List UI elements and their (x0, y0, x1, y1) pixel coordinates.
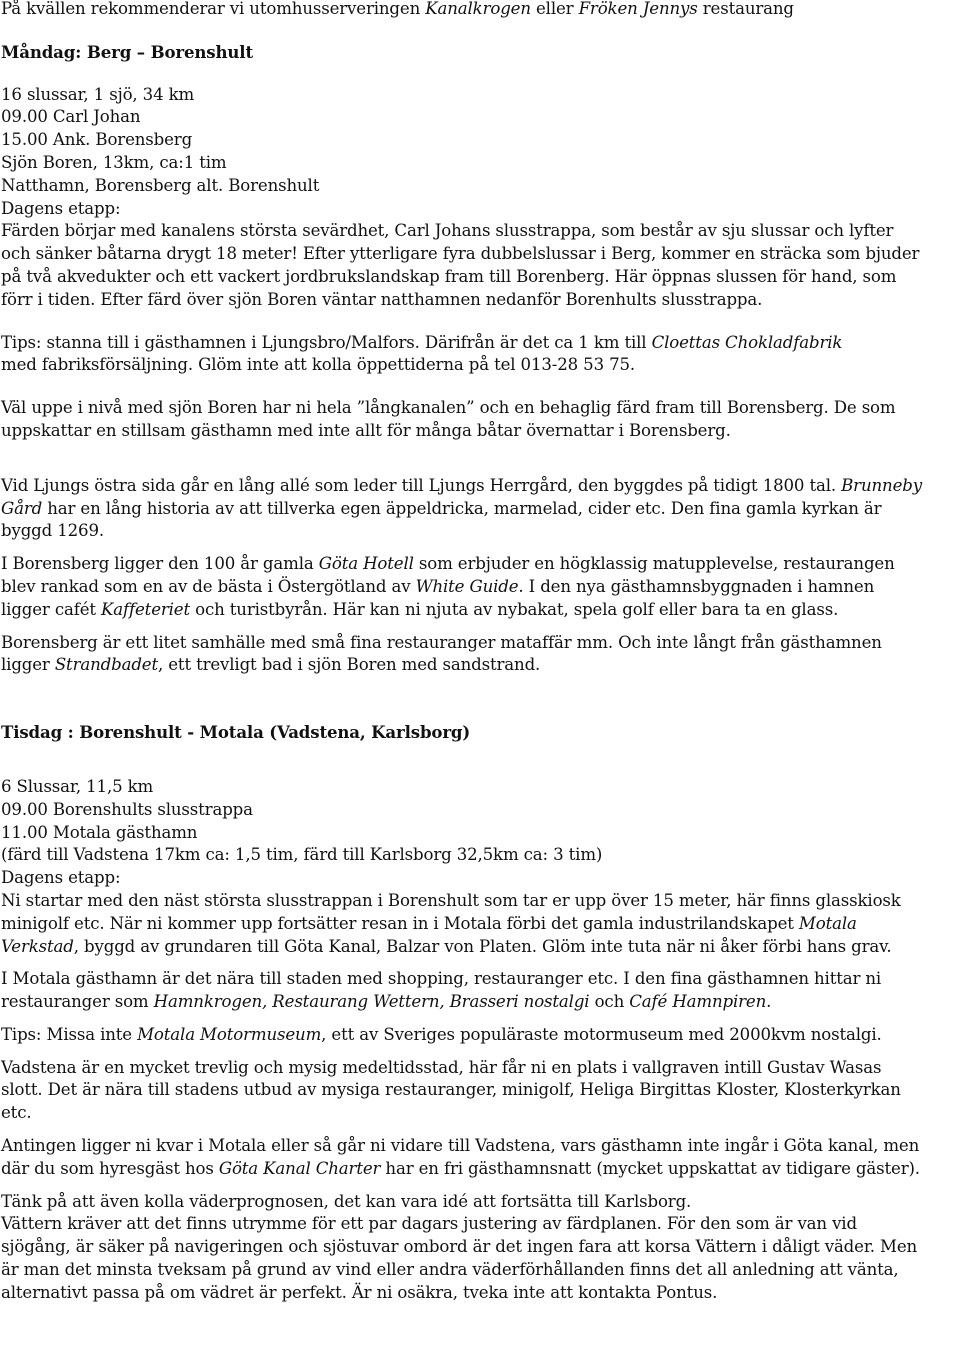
intro-text-2: eller (530, 0, 579, 18)
tuesday-fact: 11.00 Motala gästhamn (1, 822, 198, 842)
monday-fact: 09.00 Carl Johan (1, 107, 141, 127)
tuesday-heading: Tisdag : Borenshult - Motala (Vadstena, Karlsborg) (1, 722, 471, 743)
tuesday-fact: 09.00 Borenshults slusstrappa (1, 799, 253, 819)
town-strandbadet: Strandbadet (54, 655, 158, 675)
monday-ljungs-cont (1, 498, 957, 521)
hotel-gota-hotell: Göta Hotell (318, 554, 414, 574)
tuesday-stage-line-2 (1, 913, 957, 936)
monday-fact: Natthamn, Borensberg alt. Borenshult (1, 175, 320, 195)
intro-kanalkrogen: Kanalkrogen (425, 0, 531, 18)
tuesday-vadstena-line: Vadstena är en mycket trevlig och mysig medeltidsstad, här får ni en plats i vallgraven intill Gustav Wasas (1, 1057, 882, 1077)
hotel-text-2: som erbjuder en högklassig matupplevelse, restaurangen (413, 554, 895, 574)
monday-tips-text: Tips: stanna till i gästhamnen i Ljungsbro/Malfors. Därifrån är det ca 1 km till (1, 332, 652, 352)
document-page (1, 0, 957, 1305)
monday-hotel (1, 553, 957, 576)
tuesday-vadstena-line: slott. Det är nära till stadens utbud av mysiga restauranger, minigolf, Heliga Birgittas Kloster, Klosterkyrkan (1, 1080, 901, 1100)
tuesday-motala-2 (1, 991, 957, 1014)
tuesday-weather-line: är man det minsta tveksam på grund av vind eller andra väderförhållanden finns det all anledning att vänta, (1, 1260, 899, 1280)
town-text-3: , ett trevligt bad i sjön Boren med sandstrand. (158, 655, 541, 675)
monday-stage-line: och sänker båtarna drygt 18 meter! Efter ytterligare fyra dubbelslussar i Berg, kommer en sträcka som bjuder (1, 244, 920, 264)
stage-verkstad: Verkstad (1, 936, 74, 956)
tuesday-fact: 6 Slussar, 11,5 km (1, 776, 154, 796)
monday-boren-line: Väl uppe i nivå med sjön Boren har ni hela ”långkanalen” och en behaglig färd fram till Borensberg. De som (1, 398, 896, 418)
stage-text-3: , byggd av grundaren till Göta Kanal, Balzar von Platen. Glöm inte tuta när ni åker förbi hans grav. (73, 936, 892, 956)
monday-town-2 (1, 654, 957, 677)
ljungs-text-1: Vid Ljungs östra sida går en lång allé som leder till Ljungs Herrgård, den byggdes på tidigt 1800 tal. (1, 475, 842, 495)
tuesday-stay-2 (1, 1158, 957, 1181)
monday-tips-cloetta: Cloettas Chokladfabrik (651, 332, 843, 352)
monday-stage-line: på två akvedukter och ett vackert jordbrukslandskap fram till Borenberg. Här öppnas slussen för hand, som (1, 266, 897, 286)
intro-text-1: På kvällen rekommenderar vi utomhusserveringen (1, 0, 426, 18)
monday-hotel-3 (1, 599, 957, 622)
tuesday-tips-text-1: Tips: Missa inte (1, 1024, 138, 1044)
tuesday-tips-text-2: , ett av Sveriges populäraste motormuseum med 2000kvm nostalgi. (321, 1024, 882, 1044)
monday-boren-line: uppskattar en stillsam gästhamn med inte allt för många båtar övernattar i Borensberg. (1, 420, 731, 440)
stage-motala: Motala (798, 913, 857, 933)
monday-stage-line: Färden börjar med kanalens största sevärdhet, Carl Johans slusstrappa, som består av sju slussar och lyfter (1, 221, 894, 241)
monday-fact: Sjön Boren, 13km, ca:1 tim (1, 152, 227, 172)
ljungs-text-2: har en lång historia av att tillverka egen äppeldricka, marmelad, cider etc. Den fina gamla kyrkan är (42, 498, 882, 518)
tuesday-weather-line: Tänk på att även kolla väderprognosen, det kan vara idé att fortsätta till Karlsborg. (1, 1191, 692, 1211)
stay-gota-kanal-charter: Göta Kanal Charter (218, 1158, 381, 1178)
tuesday-weather-line: sjögång, är säker på navigeringen och sjöstuvar ombord är det ingen fara att korsa Vättern i dåligt väder. Men (1, 1237, 918, 1257)
stage-text-2: minigolf etc. När ni kommer upp fortsätter resan in i Motala förbi det gamla industrilandskapet (1, 913, 799, 933)
monday-stage-label: Dagens etapp: (1, 198, 121, 218)
tuesday-stay: Antingen ligger ni kvar i Motala eller så går ni vidare till Vadstena, vars gästhamn inte ingår i Göta kanal, men (1, 1136, 920, 1156)
monday-tips-cont: med fabriksförsäljning. Glöm inte att kolla öppettiderna på tel 013-28 53 75. (1, 355, 636, 375)
hotel-white-guide: White Guide (415, 576, 519, 596)
motala-restaurants: Hamnkrogen, Restaurang Wettern, Brasseri nostalgi (153, 992, 590, 1012)
motala-text-4: . (766, 992, 772, 1012)
monday-hotel-2 (1, 576, 957, 599)
tuesday-stage-line: Ni startar med den näst största slusstrappan i Borenshult som tar er upp över 15 meter, här finns glasskiosk (1, 890, 901, 910)
hotel-text-1: I Borensberg ligger den 100 år gamla (1, 554, 319, 574)
tuesday-weather-line: alternativt passa på om vädret är perfekt. Är ni osäkra, tveka inte att kontakta Pontus. (1, 1282, 718, 1302)
tuesday-tips (1, 1024, 957, 1047)
ljungs-brunneby: Brunneby (841, 475, 922, 495)
hotel-text-4: . I den nya gästhamnsbyggnaden i hamnen (518, 576, 875, 596)
hotel-text-5: ligger cafét (1, 599, 102, 619)
hotel-text-6: och turistbyrån. Här kan ni njuta av nybakat, spela golf eller bara ta en glass. (190, 599, 839, 619)
motala-text-2: restauranger som (1, 992, 154, 1012)
monday-stage-line: förr i tiden. Efter färd över sjön Boren väntar natthamnen nedanför Borenhults slusstrappa. (1, 289, 763, 309)
hotel-text-3: blev rankad som en av de bästa i Östergötland av (1, 576, 416, 596)
stay-text-3: har en fri gästhamnsnatt (mycket uppskattat av tidigare gäster). (380, 1158, 920, 1178)
tuesday-stage-line-3 (1, 936, 957, 959)
tuesday-motala: I Motala gästhamn är det nära till staden med shopping, restauranger etc. I den fina gästhamnen hittar ni (1, 969, 882, 989)
monday-fact: 16 slussar, 1 sjö, 34 km (1, 84, 195, 104)
monday-town: Borensberg är ett litet samhälle med små fina restauranger mataffär mm. Och inte långt från gästhamnen (1, 632, 882, 652)
ljungs-gard: Gård (1, 498, 43, 518)
intro-paragraph (1, 0, 957, 21)
tuesday-tips-museum: Motala Motormuseum (137, 1024, 322, 1044)
stay-text-2: där du som hyresgäst hos (1, 1158, 219, 1178)
intro-text-3: restaurang (697, 0, 794, 18)
monday-fact: 15.00 Ank. Borensberg (1, 130, 193, 150)
monday-ljungs-end: byggd 1269. (1, 521, 104, 541)
tuesday-vadstena-line: etc. (1, 1103, 32, 1123)
intro-froken-jennys: Fröken Jennys (578, 0, 698, 18)
tuesday-fact: (färd till Vadstena 17km ca: 1,5 tim, färd till Karlsborg 32,5km ca: 3 tim) (1, 845, 603, 865)
hotel-kaffeteriet: Kaffeteriet (101, 599, 190, 619)
motala-text-3: och (589, 992, 630, 1012)
tuesday-stage-label: Dagens etapp: (1, 868, 121, 888)
monday-tips (1, 332, 957, 355)
town-text-2: ligger (1, 655, 55, 675)
tuesday-weather-line: Vättern kräver att det finns utrymme för ett par dagars justering av färdplanen. För den som är van vid (1, 1214, 857, 1234)
monday-heading: Måndag: Berg – Borenshult (1, 41, 253, 62)
monday-ljungs (1, 475, 957, 498)
motala-cafe-hamnpiren: Café Hamnpiren (629, 992, 767, 1012)
